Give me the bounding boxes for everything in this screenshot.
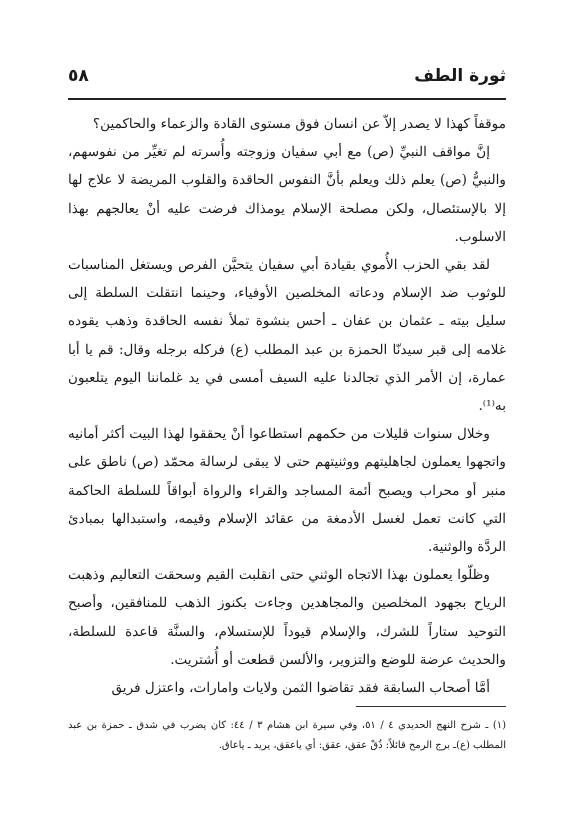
running-title: ثورة الطف [414, 66, 506, 86]
paragraph: موقفاً كهذا لا يصدر إلاّ عن انسان فوق مستوى القادة والزعماء والحاكمين؟ [92, 116, 506, 132]
body-text [68, 110, 506, 702]
paragraph: إنَّ مواقف النبيِّ (ص) مع أبي سفيان وزوجته وأُسرته لم تغيِّر من نفوسهم، والنبيُّ (ص) يعلم ذلك ويعلم بأنَّ النفوس الحاقدة والقلوب المريضة لا علاج لها إلا بالإستئصال، ولكن مصلحة الإسلام يومذاك فرضت عليه أنْ يعالجهم بهذا الاسلوب. [68, 144, 506, 245]
footnote-rule [356, 706, 506, 707]
paragraph: وخلال سنوات قليلات من حكمهم استطاعوا أنْ يحققوا لهذا البيت أكثر أمانيه واتجهوا يعملون لجاهليتهم ووثنيتهم حتى لا يبقى لرسالة محمّد (ص) ناطق على منبر أو محراب ويصبح أئمة المساجد والقراء والرواة أبواقاً للسلطة الحاكمة التي كانت تعمل لغسل الأدمغة من عقائد الإسلام وقيمه، واستبدالها بمبادئ الردَّة والوثنية. [68, 426, 506, 556]
paragraph: أمَّا أصحاب السابقة فقد تقاضوا الثمن ولايات وامارات، واعتزل فريق [111, 680, 490, 697]
running-header [68, 66, 506, 98]
page-number: ٥٨ [68, 66, 89, 86]
paragraph: وظلّوا يعملون بهذا الاتجاه الوثني حتى انقلبت القيم وسحقت التعاليم وذهبت الرياح بجهود المخلصين والمجاهدين وجاءت بكنوز الذهب للمنافقين، وأصبح التوحيد ستاراً للشرك، والإسلام قيوداً للإستسلام، والسنَّة قاعدة للسلطة، والحديث عرضة للوضع والتزوير، والألسن قطعت أو أُشتريت. [68, 567, 506, 668]
paragraph: لقد بقي الحزب الأُموي بقيادة أبي سفيان يتحيَّن الفرص ويستغل المناسبات للوثوب ضد الإسلام ودعاته المخلصين الأوفياء، وحينما انتقلت السلطة إلى سليل بيته ـ عثمان بن عفان ـ أحس بنشوة تملأ نفسه الحاقدة وذهب يقوده غلامه إلى قبر سيدنّا الحمزة بن عبد المطلب (ع) فركله برجله وقال: قم يا أبا عمارة، إن الأمر الذي تجالدنا عليه السيف أمسى في يد غلماننا اليوم يتلعبون به⁽¹⁾. [68, 257, 506, 415]
footnotes [68, 716, 506, 756]
header-rule [68, 98, 506, 100]
footnote: (١) ـ شرح النهج الحديدي ٤ / ٥١، وفي سيرة ابن هشام ٣ / ٤٤: كان يضرب في شدق ـ حمزة بن عبد المطلب (ع)ـ برج الرمح قائلاً: ذُقْ عقق، عقق: أي ياعقق، يريد ـ ياعاق. [68, 720, 507, 751]
